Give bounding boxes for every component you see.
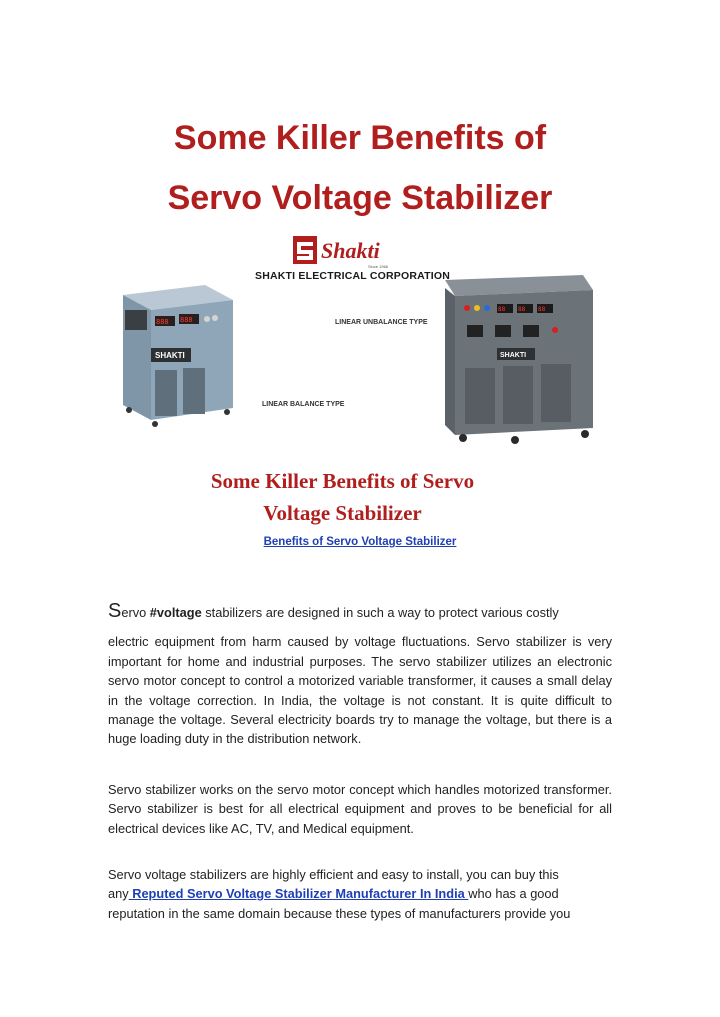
paragraph-1 xyxy=(108,602,612,749)
caption-line-2: Voltage Stabilizer xyxy=(263,501,422,525)
paragraph-1-body: electric equipment from harm caused by voltage fluctuations. Servo stabilizer is very important for home and industrial purposes. The servo stabilizer utilizes an electronic servo motor concept to control a motorized variable transformer, it causes a small delay in the voltage correction. In India, the voltage is not constant. It is quite difficult to manage the voltage. Several electricity boards try to manage the voltage, but there is a huge loading duty in the distribution network. xyxy=(108,634,612,747)
stabilizer-left xyxy=(123,285,233,427)
svg-text:88: 88 xyxy=(498,306,506,313)
page-title xyxy=(60,108,660,228)
svg-text:88: 88 xyxy=(518,306,526,313)
label-balance-type: LINEAR BALANCE TYPE xyxy=(262,401,345,408)
company-name: SHAKTI ELECTRICAL CORPORATION xyxy=(255,270,450,282)
brand-script: Shakti xyxy=(321,238,380,263)
shakti-logo-icon xyxy=(293,236,389,269)
paragraph-1-lead: Servo #voltage stabilizers are designed in such a way to protect various costly xyxy=(108,600,559,622)
image-caption-title xyxy=(140,465,545,529)
benefits-link[interactable]: Benefits of Servo Voltage Stabilizer xyxy=(263,536,457,548)
stabilizer-right xyxy=(445,275,593,444)
paragraph-2: Servo stabilizer works on the servo motor concept which handles motorized transformer. Servo stabilizer is best for all electrical equipment and proves to be beneficial for all electrical devices like AC, TV, and Medical equipment. xyxy=(108,782,612,836)
caption-line-1: Some Killer Benefits of Servo xyxy=(210,469,475,493)
svg-text:SHAKTI: SHAKTI xyxy=(500,352,527,359)
product-image xyxy=(115,230,605,455)
manufacturer-link[interactable]: Reputed Servo Voltage Stabilizer Manufacturer In India xyxy=(128,886,469,902)
drop-cap: S xyxy=(108,600,122,622)
title-line-2: Servo Voltage Stabilizer xyxy=(167,179,553,217)
voltage-hashtag[interactable]: #voltage xyxy=(149,605,202,620)
svg-text:88: 88 xyxy=(538,306,546,313)
svg-text:Since 1966: Since 1966 xyxy=(368,264,389,269)
svg-text:SHAKTI: SHAKTI xyxy=(155,351,185,360)
paragraph-3: Servo voltage stabilizers are highly efficient and easy to install, you can buy this any Reputed Servo Voltage Stabilizer Manufacturer In India who has a good reputation in the same domain because these types of manufacturers provide you xyxy=(108,867,571,921)
svg-text:888: 888 xyxy=(180,316,193,324)
title-line-1: Some Killer Benefits of xyxy=(173,119,547,157)
label-unbalance-type: LINEAR UNBALANCE TYPE xyxy=(335,319,428,326)
svg-text:888: 888 xyxy=(156,318,169,326)
